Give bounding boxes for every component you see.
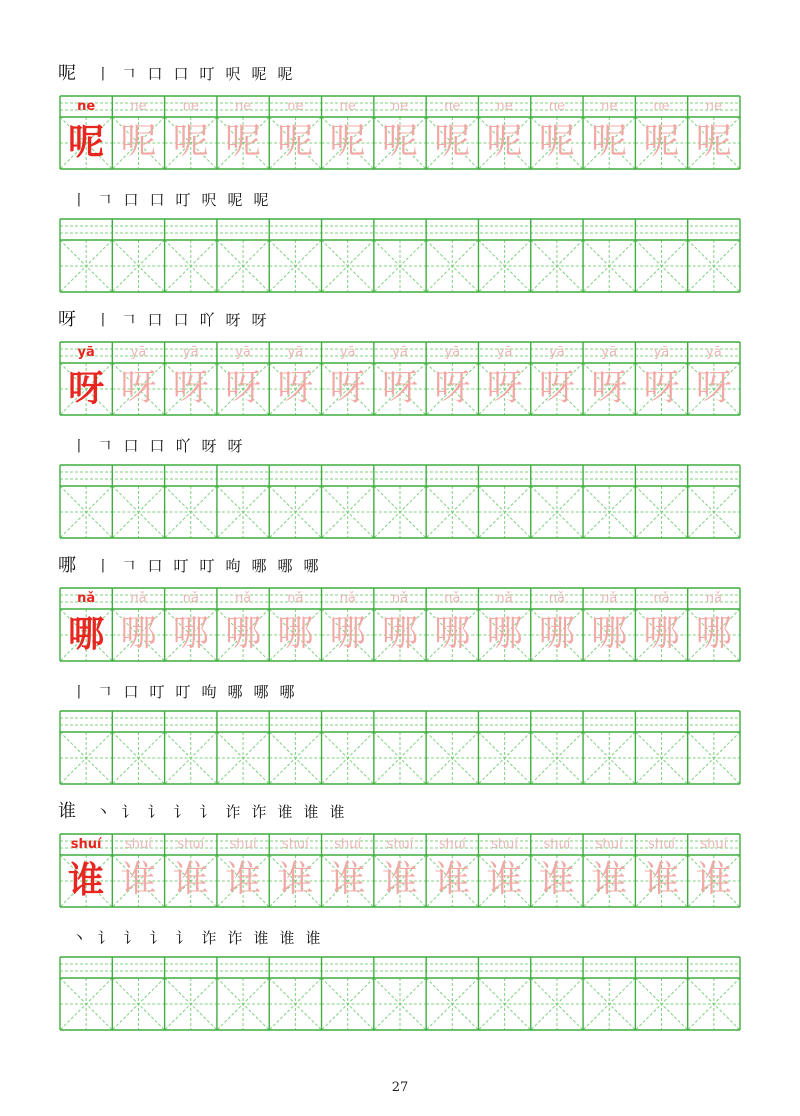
pinyin-trace: nǎ xyxy=(234,591,252,606)
stroke-step: 谁 xyxy=(303,803,319,821)
trace-character: 呀 xyxy=(172,367,209,408)
stroke-step: 丨 xyxy=(95,557,111,575)
stroke-step: 诈 xyxy=(225,803,241,821)
trace-character: 哪 xyxy=(120,613,157,654)
pinyin-trace: ne xyxy=(653,99,670,114)
pinyin-trace: ne xyxy=(287,99,304,114)
stroke-step: 呀 xyxy=(227,437,243,455)
stroke-step: 诈 xyxy=(251,803,267,821)
stroke-step: 呢 xyxy=(277,65,293,83)
pinyin-trace: ne xyxy=(705,99,722,114)
trace-character: 谁 xyxy=(538,859,575,900)
model-character: 哪 xyxy=(68,613,105,655)
stroke-step: 𠃍 xyxy=(121,65,137,83)
practice-grid xyxy=(60,711,740,784)
stroke-step: 吖 xyxy=(199,311,215,329)
trace-character: 哪 xyxy=(225,613,262,654)
stroke-step: 口 xyxy=(147,557,163,575)
practice-grid xyxy=(60,957,740,1030)
stroke-step: 呢 xyxy=(253,191,269,209)
stroke-step: 讠 xyxy=(123,929,139,947)
pinyin-trace: nǎ xyxy=(548,591,566,606)
stroke-step: 𠃍 xyxy=(97,683,113,701)
stroke-step: 叮 xyxy=(175,191,191,209)
pinyin-trace: yā xyxy=(444,345,461,360)
pinyin-trace: yā xyxy=(549,345,565,360)
pinyin-trace: ne xyxy=(444,99,461,114)
pinyin-trace: nǎ xyxy=(287,591,304,606)
stroke-step: 𠃍 xyxy=(121,557,137,575)
stroke-step: 呴 xyxy=(201,683,217,701)
stroke-step: 讠 xyxy=(173,803,189,821)
trace-character: 呢 xyxy=(643,121,680,162)
stroke-order-row xyxy=(58,802,350,822)
stroke-step: 吖 xyxy=(175,437,191,455)
trace-character: 呀 xyxy=(643,367,680,408)
trace-character: 哪 xyxy=(381,613,418,654)
stroke-step: 口 xyxy=(173,65,189,83)
trace-character: 哪 xyxy=(434,613,471,654)
stroke-step: 谁 xyxy=(279,929,295,947)
stroke-step: 讠 xyxy=(175,929,191,947)
stroke-step: 叮 xyxy=(199,557,215,575)
pinyin-trace: shuí xyxy=(543,837,571,852)
trace-character: 谁 xyxy=(591,859,628,900)
trace-character: 呀 xyxy=(695,367,732,408)
trace-character: 谁 xyxy=(486,859,523,900)
stroke-step: 丨 xyxy=(95,311,111,329)
pinyin-trace: yā xyxy=(496,345,513,360)
stroke-step: 𠃍 xyxy=(121,311,137,329)
pinyin-trace: nǎ xyxy=(496,591,513,606)
pinyin-trace: ne xyxy=(339,99,356,114)
stroke-step: 丨 xyxy=(71,683,87,701)
pinyin-trace: shuí xyxy=(177,837,205,852)
stroke-step: 呢 xyxy=(227,191,243,209)
pinyin-trace: nǎ xyxy=(444,591,461,606)
pinyin-trace: ne xyxy=(182,99,199,114)
pinyin-trace: nǎ xyxy=(601,591,618,606)
pinyin-trace: shuí xyxy=(491,837,519,852)
practice-stroke-row xyxy=(66,682,300,702)
trace-character: 哪 xyxy=(591,613,628,654)
pinyin-trace: yā xyxy=(706,345,722,360)
stroke-order-char: 哪 xyxy=(58,555,76,576)
pinyin-trace: shuí xyxy=(229,837,257,852)
pinyin-trace: yā xyxy=(287,345,304,360)
stroke-step: 讠 xyxy=(97,929,113,947)
stroke-step: 丨 xyxy=(95,65,111,83)
trace-character: 呢 xyxy=(120,121,157,162)
stroke-step: 呴 xyxy=(225,557,241,575)
trace-character: 呢 xyxy=(381,121,418,162)
stroke-step: 谁 xyxy=(329,803,345,821)
stroke-step: 口 xyxy=(123,437,139,455)
trace-character: 呀 xyxy=(486,367,523,408)
stroke-step: 呎 xyxy=(201,191,217,209)
pinyin-trace: shuí xyxy=(281,837,309,852)
pinyin-trace: ne xyxy=(548,99,566,114)
pinyin-trace: nǎ xyxy=(130,591,147,606)
trace-character: 呀 xyxy=(225,367,262,408)
pinyin-label: shuí xyxy=(70,837,102,852)
pinyin-trace: ne xyxy=(130,99,147,114)
trace-character: 哪 xyxy=(538,613,575,654)
stroke-step: 哪 xyxy=(227,683,243,701)
practice-grid xyxy=(60,219,740,292)
stroke-step: 谁 xyxy=(305,929,321,947)
pinyin-trace: yā xyxy=(130,345,147,360)
stroke-order-row xyxy=(58,310,272,330)
stroke-step: 诈 xyxy=(227,929,243,947)
trace-character: 谁 xyxy=(277,859,314,900)
stroke-step: 口 xyxy=(147,65,163,83)
stroke-step: 呀 xyxy=(201,437,217,455)
stroke-step: 哪 xyxy=(253,683,269,701)
pinyin-trace: nǎ xyxy=(339,591,356,606)
trace-character: 哪 xyxy=(172,613,209,654)
trace-character: 呢 xyxy=(538,121,575,162)
pinyin-trace: shuí xyxy=(648,837,675,852)
stroke-step: 呢 xyxy=(251,65,267,83)
stroke-step: 口 xyxy=(123,191,139,209)
stroke-step: 哪 xyxy=(277,557,293,575)
trace-character: 谁 xyxy=(695,859,732,900)
stroke-order-row xyxy=(58,64,298,84)
trace-character: 谁 xyxy=(329,859,366,900)
pinyin-trace: yā xyxy=(182,345,199,360)
stroke-step: 叮 xyxy=(149,683,165,701)
pinyin-trace: shuí xyxy=(386,837,414,852)
stroke-step: 口 xyxy=(149,191,165,209)
stroke-step: 丨 xyxy=(71,191,87,209)
model-character: 呢 xyxy=(68,121,105,163)
stroke-step: 𠃍 xyxy=(97,437,113,455)
pinyin-trace: shuí xyxy=(125,837,152,852)
trace-character: 哪 xyxy=(277,613,314,654)
stroke-step: 讠 xyxy=(121,803,137,821)
trace-character: 哪 xyxy=(486,613,523,654)
trace-character: 呢 xyxy=(695,121,732,162)
pinyin-trace: shuí xyxy=(700,837,728,852)
stroke-step: 丨 xyxy=(71,437,87,455)
trace-character: 谁 xyxy=(225,859,262,900)
stroke-step: 哪 xyxy=(303,557,319,575)
trace-character: 哪 xyxy=(695,613,732,654)
trace-character: 呀 xyxy=(538,367,575,408)
trace-character: 谁 xyxy=(381,859,418,900)
trace-character: 谁 xyxy=(434,859,471,900)
trace-character: 呢 xyxy=(277,121,314,162)
stroke-step: 口 xyxy=(147,311,163,329)
trace-character: 呀 xyxy=(329,367,366,408)
pinyin-trace: yā xyxy=(601,345,618,360)
trace-character: 呢 xyxy=(172,121,209,162)
trace-character: 呀 xyxy=(120,367,157,408)
practice-stroke-row xyxy=(66,928,326,948)
trace-character: 哪 xyxy=(329,613,366,654)
model-character: 呀 xyxy=(68,367,105,409)
model-character: 谁 xyxy=(68,859,105,901)
stroke-step: 叮 xyxy=(175,683,191,701)
trace-character: 呢 xyxy=(591,121,628,162)
stroke-step: 哪 xyxy=(279,683,295,701)
pinyin-trace: ne xyxy=(496,99,513,114)
stroke-step: 谁 xyxy=(253,929,269,947)
pinyin-trace: nǎ xyxy=(182,591,199,606)
stroke-step: 呎 xyxy=(225,65,241,83)
pinyin-trace: ne xyxy=(391,99,409,114)
pinyin-trace: yā xyxy=(392,345,408,360)
pinyin-trace: ne xyxy=(234,99,252,114)
stroke-step: 谁 xyxy=(277,803,293,821)
stroke-step: 哪 xyxy=(251,557,267,575)
stroke-step: 讠 xyxy=(149,929,165,947)
pinyin-trace: shuí xyxy=(438,837,466,852)
pinyin-trace: yā xyxy=(339,345,356,360)
trace-character: 呢 xyxy=(434,121,471,162)
stroke-step: 口 xyxy=(149,437,165,455)
stroke-step: 口 xyxy=(123,683,139,701)
stroke-step: 口 xyxy=(173,311,189,329)
pinyin-trace: yā xyxy=(653,345,670,360)
trace-character: 谁 xyxy=(120,859,157,900)
trace-character: 呢 xyxy=(225,121,262,162)
stroke-step: 讠 xyxy=(199,803,215,821)
pinyin-trace: shuí xyxy=(595,837,623,852)
trace-character: 呀 xyxy=(434,367,471,408)
pinyin-label: yā xyxy=(77,345,95,360)
trace-character: 呀 xyxy=(591,367,628,408)
trace-character: 呀 xyxy=(277,367,314,408)
stroke-order-char: 呀 xyxy=(58,309,76,330)
trace-character: 呀 xyxy=(381,367,418,408)
pinyin-trace: ne xyxy=(601,99,618,114)
trace-character: 呢 xyxy=(329,121,366,162)
trace-character: 呢 xyxy=(486,121,523,162)
pinyin-trace: nǎ xyxy=(705,591,722,606)
stroke-step: 叮 xyxy=(173,557,189,575)
practice-grid xyxy=(60,465,740,538)
stroke-order-char: 呢 xyxy=(58,63,76,84)
trace-character: 哪 xyxy=(643,613,680,654)
trace-character: 谁 xyxy=(643,859,680,900)
stroke-step: 诈 xyxy=(201,929,217,947)
stroke-step: 呀 xyxy=(225,311,241,329)
stroke-order-row xyxy=(58,556,324,576)
stroke-order-char: 谁 xyxy=(58,801,76,822)
page-number: 27 xyxy=(391,1080,409,1095)
stroke-step: 丶 xyxy=(71,929,87,947)
pinyin-label: nǎ xyxy=(77,591,96,606)
stroke-step: 叮 xyxy=(199,65,215,83)
pinyin-label: ne xyxy=(77,99,96,114)
stroke-step: 呀 xyxy=(251,311,267,329)
pinyin-trace: nǎ xyxy=(653,591,670,606)
stroke-step: 讠 xyxy=(147,803,163,821)
practice-stroke-row xyxy=(66,190,274,210)
pinyin-trace: yā xyxy=(235,345,251,360)
trace-character: 谁 xyxy=(172,859,209,900)
pinyin-trace: shuí xyxy=(334,837,362,852)
practice-stroke-row xyxy=(66,436,248,456)
stroke-step: 𠃍 xyxy=(97,191,113,209)
pinyin-trace: nǎ xyxy=(391,591,409,606)
stroke-step: 丶 xyxy=(95,803,111,821)
